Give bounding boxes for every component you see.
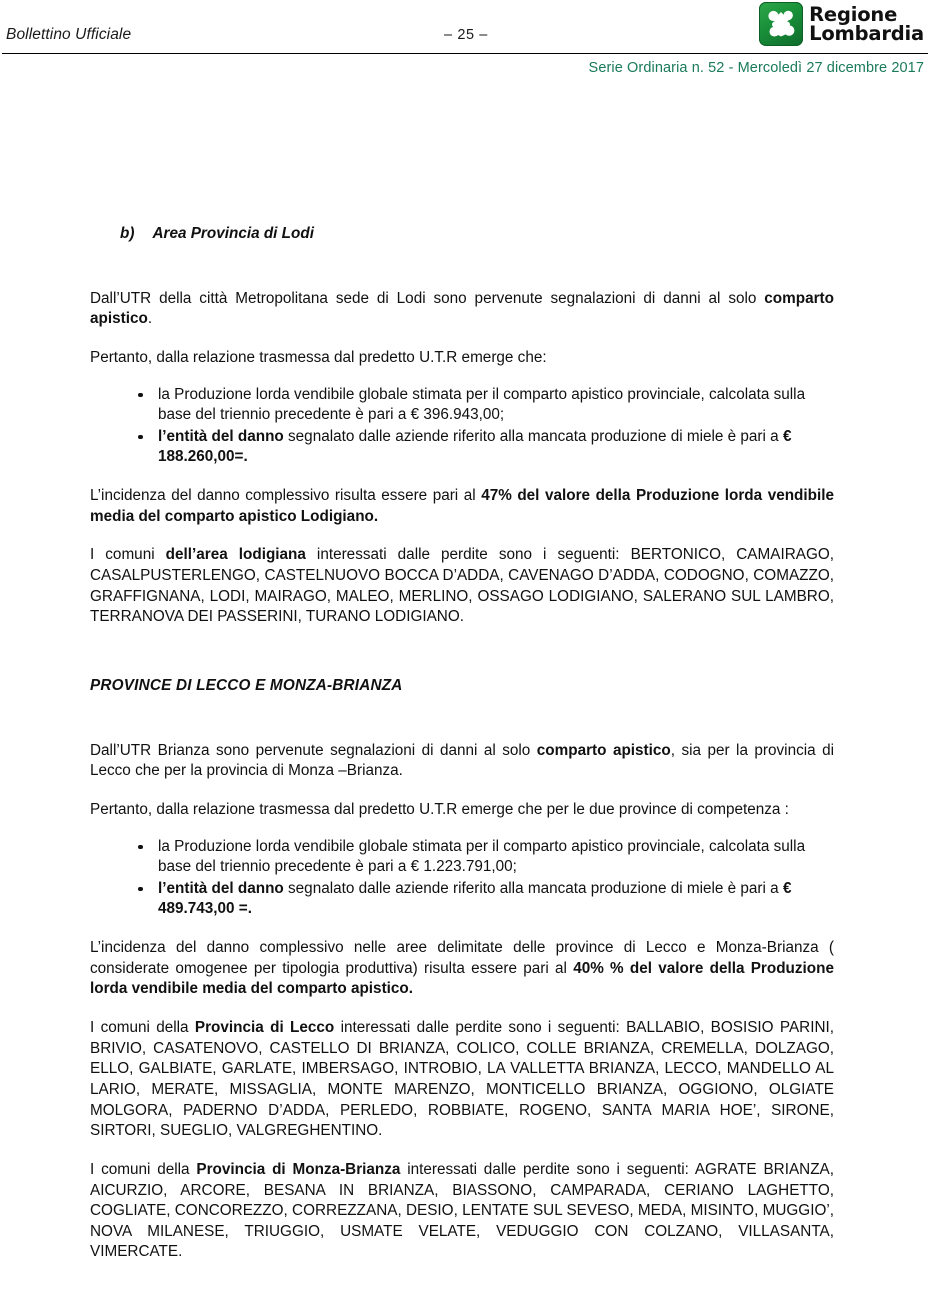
- list-item: [136, 879, 834, 920]
- lodi-bullet2-rest: segnalato dalle aziende riferito alla mancata produzione di miele è pari a: [283, 427, 783, 445]
- lecco-comuni-bold: Provincia di Lecco: [194, 1019, 335, 1037]
- bulletin-title: Bollettino Ufficiale: [6, 26, 132, 43]
- lodi-incidenza-bold: 47% del valore della Produzione lorda vendibile media del comparto apistico Lodigiano.: [90, 487, 834, 525]
- lodi-incidenza-text: L’incidenza del danno complessivo risulta essere pari al: [90, 487, 482, 505]
- lodi-comuni-mid: interessati dalle perdite sono i seguenti:: [305, 546, 631, 564]
- lecco-damage-amount: € 489.743,00 =.: [158, 879, 792, 918]
- document-body: [0, 96, 932, 1281]
- monza-comuni-mid: interessati dalle perdite sono i seguenti:: [400, 1160, 695, 1178]
- lecco-intro-paragraph: [90, 741, 834, 782]
- top-spacer: [90, 96, 834, 224]
- lodi-comuni-pre: I comuni: [90, 546, 166, 564]
- lecco-incidenza-paragraph: [90, 938, 834, 1000]
- monza-comuni-pre: I comuni della: [90, 1160, 197, 1178]
- regione-lombardia-logo: [759, 2, 924, 46]
- lodi-intro-end: .: [147, 310, 153, 328]
- lodi-comuni-bold: dell’area lodigiana: [165, 546, 306, 564]
- heading-marker: b): [120, 225, 135, 242]
- lodi-bullet2-bold: l’entità del danno: [158, 427, 284, 445]
- lodi-incidenza-paragraph: [90, 486, 834, 527]
- lecco-pertanto-paragraph: Pertanto, dalla relazione trasmessa dal predetto U.T.R emerge che per le due province di competenza :: [90, 800, 789, 818]
- logo-line-2: Lombardia: [809, 22, 924, 45]
- lecco-incidenza-text: L’incidenza del danno complessivo nelle aree delimitate delle province di Lecco e Monza-Brianza ( considerate omogenee per tipologia produttiva) risulta essere pari al: [90, 939, 834, 977]
- lecco-intro-end: , sia per la provincia di Lecco che per la provincia di Monza –Brianza.: [90, 741, 835, 780]
- lodi-comuni-paragraph: [90, 545, 834, 628]
- lecco-bullet2-rest: segnalato dalle aziende riferito alla mancata produzione di miele è pari a: [283, 879, 783, 897]
- section-heading-lodi: [120, 224, 834, 245]
- lodi-pertanto-paragraph: Pertanto, dalla relazione trasmessa dal predetto U.T.R emerge che:: [90, 348, 547, 366]
- lodi-comuni-list: BERTONICO, CAMAIRAGO, CASALPUSTERLENGO, CASTELNUOVO BOCCA D’ADDA, CAVENAGO D’ADDA, CODOGNO, COMAZZO, GRAFFIGNANA, LODI, MAIRAGO, MALEO, MERLINO, OSSAGO LODIGIANO, SALERANO SUL LAMBRO, TERRANOVA DEI PASSERINI, TURANO LODIGIANO.: [90, 546, 835, 626]
- serie-line: Serie Ordinaria n. 52 - Mercoledì 27 dicembre 2017: [588, 60, 924, 76]
- lecco-intro-bold: comparto apistico: [536, 741, 671, 759]
- lecco-comuni-mid: interessati dalle perdite sono i seguenti:: [334, 1019, 627, 1037]
- lecco-bullet2-bold: l’entità del danno: [158, 879, 284, 897]
- monza-comuni-list: AGRATE BRIANZA, AICURZIO, ARCORE, BESANA IN BRIANZA, BIASSONO, CAMPARADA, CERIANO LAGHETTO, COGLIATE, CONCOREZZO, CORREZZANA, DESIO, LENTATE SUL SEVESO, MEDA, MISINTO, MUGGIO’, NOVA MILANESE, TRIUGGIO, USMATE VELATE, VEDUGGIO CON COLZANO, VILLASANTA, VIMERCATE.: [90, 1160, 834, 1261]
- logo-wordmark: [809, 2, 924, 45]
- page-header: [0, 0, 932, 96]
- section-heading-spacer: [90, 697, 834, 741]
- page-number: – 25 –: [444, 27, 488, 43]
- lecco-incidenza-bold: 40% % del valore della Produzione lorda vendibile media del comparto apistico.: [90, 959, 834, 998]
- monza-comuni-bold: Provincia di Monza-Brianza: [196, 1160, 401, 1178]
- lecco-comuni-pre: I comuni della: [90, 1019, 195, 1037]
- monza-comuni-paragraph: [90, 1160, 834, 1263]
- lecco-comuni-paragraph: [90, 1018, 834, 1142]
- lecco-comuni-list: BALLABIO, BOSISIO PARINI, BRIVIO, CASATENOVO, CASTELLO DI BRIANZA, COLICO, COLLE BRIANZA, CREMELLA, DOLZAGO, ELLO, GALBIATE, GARLATE, IMBERSAGO, INTROBIO, LA VALLETTA BRIANZA, LECCO, MANDELLO AL LARIO, MERATE, MISSAGLIA, MONTE MARENZO, MONTICELLO BRIANZA, OGGIONO, OLGIATE MOLGORA, PADERNO D’ADDA, PERLEDO, ROBBIATE, ROGENO, SANTA MARIA HOE’, SIRONE, SIRTORI, SUEGLIO, VALGREGHENTINO.: [90, 1019, 835, 1140]
- logo-line-1: Regione: [809, 2, 898, 26]
- rosa-camuna-icon: [759, 2, 803, 46]
- lodi-intro-text: Dall’UTR della città Metropolitana sede di Lodi sono pervenute segnalazioni di danni al solo: [90, 289, 765, 307]
- lodi-damage-amount: € 188.260,00=.: [158, 427, 792, 466]
- lodi-intro-bold: comparto apistico: [90, 289, 834, 328]
- heading-label: Area Provincia di Lodi: [152, 225, 314, 242]
- heading-spacer: [90, 245, 834, 289]
- lecco-bullet-list: [90, 837, 834, 921]
- list-item: la Produzione lorda vendibile globale stimata per il comparto apistico provinciale, calcolata sulla base del triennio precedente è pari a € 1.223.791,00;: [136, 837, 834, 878]
- section-heading-lecco-monza: PROVINCE DI LECCO E MONZA-BRIANZA: [90, 676, 403, 694]
- lodi-intro-paragraph: [90, 289, 834, 330]
- lodi-bullet-list: [90, 385, 834, 469]
- list-item: la Produzione lorda vendibile globale stimata per il comparto apistico provinciale, calcolata sulla base del triennio precedente è pari a € 396.943,00;: [136, 385, 834, 426]
- lecco-intro-pre: Dall’UTR Brianza sono pervenute segnalazioni di danni al solo: [90, 741, 537, 759]
- list-item: [136, 427, 834, 468]
- header-divider: [2, 53, 928, 54]
- section-gap: [90, 646, 834, 676]
